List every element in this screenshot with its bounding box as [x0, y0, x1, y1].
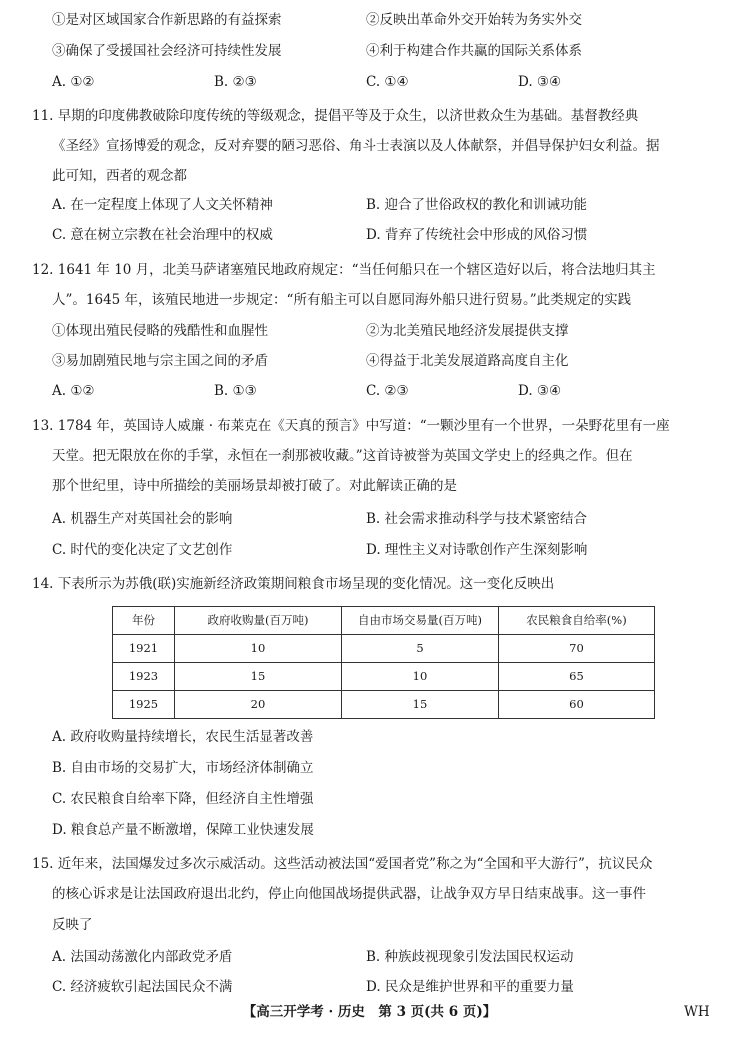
footer-code: WH [684, 1004, 710, 1020]
table-cell: 15 [175, 663, 342, 691]
table-cell: 65 [499, 663, 655, 691]
table-row [113, 663, 655, 691]
q11-option-c: C. 意在树立宗教在社会治理中的权威 [52, 227, 273, 243]
q12-stem-line-2: 人”。1645 年，该殖民地进一步规定：“所有船主可以自愿同海外船只进行贸易。”此类规定的实践 [52, 292, 632, 308]
q12-stem-line-1: 12. 1641 年 10 月，北美马萨诸塞殖民地政府规定：“当任何船只在一个辖区造好以后，将合法地归其主 [32, 262, 656, 278]
q11-stem-line-3: 此可知，西者的观念都 [52, 168, 187, 184]
q14-option-d: D. 粮食总产量不断激增，保障工业快速发展 [52, 822, 314, 838]
q13-option-d: D. 理性主义对诗歌创作产生深刻影响 [366, 542, 588, 558]
q13-stem-line-2: 天堂。把无限放在你的手掌，永恒在一刹那被收藏。”这首诗被誉为英国文学史上的经典之作。但在 [52, 448, 633, 464]
table-cell: 70 [499, 635, 655, 663]
table-row [113, 691, 655, 719]
table-cell: 10 [175, 635, 342, 663]
q10-option-c: C. ①④ [366, 74, 409, 90]
table-cell: 60 [499, 691, 655, 719]
q15-stem-line-2: 的核心诉求是让法国政府退出北约，停止向他国战场提供武器，让战争双方早日结束战事。这一事件 [52, 886, 646, 902]
q13-stem-line-1: 13. 1784 年，英国诗人威廉 · 布莱克在《天真的预言》中写道：“一颗沙里有一个世界，一朵野花里有一座 [32, 418, 670, 434]
q12-statement-4: ④得益于北美发展道路高度自主化 [366, 353, 569, 369]
q13-option-b: B. 社会需求推动科学与技术紧密结合 [366, 511, 588, 527]
q14-option-b: B. 自由市场的交易扩大，市场经济体制确立 [52, 760, 314, 776]
q10-statement-1: ①是对区域国家合作新思路的有益探索 [52, 12, 282, 28]
q15-stem-line-1: 15. 近年来，法国爆发过多次示威活动。这些活动被法国“爱国者党”称之为“全国和平大游行”，抗议民众 [32, 856, 653, 872]
q12-statement-1: ①体现出殖民侵略的残酷性和血腥性 [52, 323, 268, 339]
q11-option-d: D. 背弃了传统社会中形成的风俗习惯 [366, 227, 588, 243]
table-row [113, 635, 655, 663]
table-header-cell: 政府收购量(百万吨) [175, 607, 342, 635]
q15-option-b: B. 种族歧视现象引发法国民权运动 [366, 949, 574, 965]
table-header-cell: 农民粮食自给率(%) [499, 607, 655, 635]
q12-statement-3: ③易加剧殖民地与宗主国之间的矛盾 [52, 353, 268, 369]
q12-option-c: C. ②③ [366, 383, 409, 399]
q12-statement-2: ②为北美殖民地经济发展提供支撑 [366, 323, 569, 339]
table-cell: 20 [175, 691, 342, 719]
table-cell: 15 [342, 691, 499, 719]
q12-option-d: D. ③④ [518, 383, 562, 399]
table-header-cell: 自由市场交易量(百万吨) [342, 607, 499, 635]
footer-page-info: 【高三开学考 · 历史 第 3 页(共 6 页)】 [242, 1004, 497, 1020]
q10-statement-3: ③确保了受援国社会经济可持续性发展 [52, 43, 282, 59]
q10-statement-4: ④利于构建合作共赢的国际关系体系 [366, 43, 582, 59]
q10-option-b: B. ②③ [214, 74, 257, 90]
q13-option-a: A. 机器生产对英国社会的影响 [52, 511, 233, 527]
grain-market-table [112, 606, 655, 719]
q13-option-c: C. 时代的变化决定了文艺创作 [52, 542, 233, 558]
q14-option-c: C. 农民粮食自给率下降，但经济自主性增强 [52, 791, 314, 807]
q15-option-a: A. 法国动荡激化内部政党矛盾 [52, 949, 233, 965]
q15-option-c: C. 经济疲软引起法国民众不满 [52, 979, 233, 995]
table-header-cell: 年份 [113, 607, 175, 635]
q10-option-d: D. ③④ [518, 74, 562, 90]
q15-option-d: D. 民众是维护世界和平的重要力量 [366, 979, 574, 995]
q11-stem-line-1: 11. 早期的印度佛教破除印度传统的等级观念，提倡平等及于众生，以济世救众生为基础。基督教经典 [32, 108, 639, 124]
table-cell: 1921 [113, 635, 175, 663]
table-cell: 1923 [113, 663, 175, 691]
table-cell: 5 [342, 635, 499, 663]
q11-option-b: B. 迎合了世俗政权的教化和训诫功能 [366, 197, 588, 213]
q15-stem-line-3: 反映了 [52, 917, 93, 933]
table-cell: 10 [342, 663, 499, 691]
q14-option-a: A. 政府收购量持续增长，农民生活显著改善 [52, 729, 314, 745]
q12-option-a: A. ①② [52, 383, 95, 399]
q11-stem-line-2: 《圣经》宣扬博爱的观念，反对弃婴的陋习恶俗、角斗士表演以及人体献祭，并倡导保护妇女利益。据 [52, 138, 660, 154]
q11-option-a: A. 在一定程度上体现了人文关怀精神 [52, 197, 273, 213]
q12-option-b: B. ①③ [214, 383, 257, 399]
q14-stem-line-1: 14. 下表所示为苏俄(联)实施新经济政策期间粮食市场呈现的变化情况。这一变化反映出 [32, 576, 555, 592]
table-cell: 1925 [113, 691, 175, 719]
q10-statement-2: ②反映出革命外交开始转为务实外交 [366, 12, 582, 28]
table-header-row [113, 607, 655, 635]
q13-stem-line-3: 那个世纪里，诗中所描绘的美丽场景却被打破了。对此解读正确的是 [52, 478, 457, 494]
q10-option-a: A. ①② [52, 74, 95, 90]
